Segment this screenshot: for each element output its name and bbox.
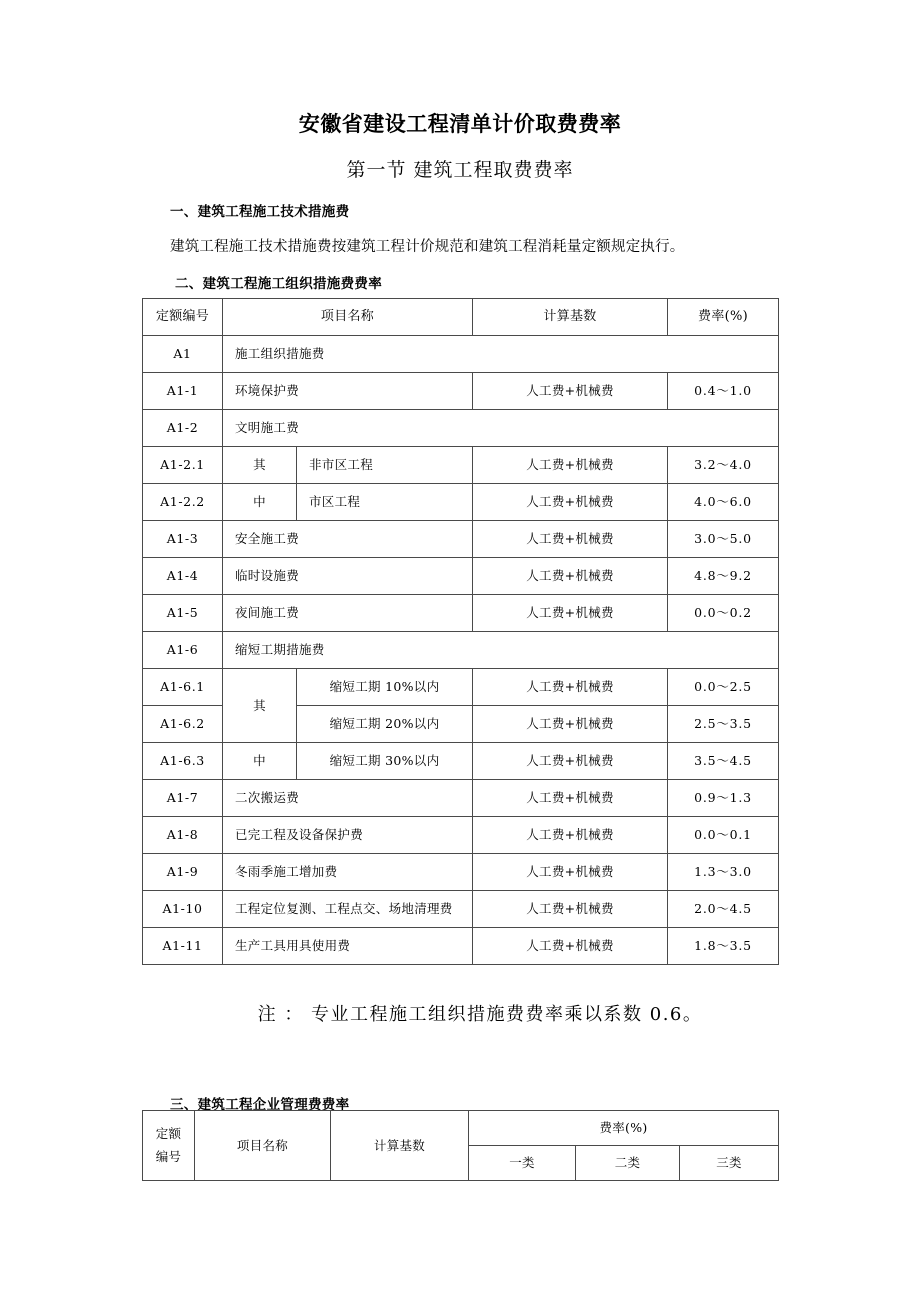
paragraph-technical-measures: 建筑工程施工技术措施费按建筑工程计价规范和建筑工程消耗量定额规定执行。 xyxy=(170,239,685,255)
cell-name: 临时设施费 xyxy=(223,558,473,595)
table-row xyxy=(143,891,779,928)
cell-rate: 3.0～5.0 xyxy=(668,521,779,558)
cell-name: 环境保护费 xyxy=(223,373,473,410)
cell-code: A1-11 xyxy=(143,928,223,965)
cell-base: 人工费+机械费 xyxy=(473,484,668,521)
cell-rate: 0.0～0.1 xyxy=(668,817,779,854)
cell-code: A1-5 xyxy=(143,595,223,632)
cell-rate: 0.4～1.0 xyxy=(668,373,779,410)
cell-code: A1-2.2 xyxy=(143,484,223,521)
cell-rate: 4.8～9.2 xyxy=(668,558,779,595)
cell-code: A1-7 xyxy=(143,780,223,817)
cell-group-label-zhong: 中 xyxy=(223,484,297,521)
cell-name: 夜间施工费 xyxy=(223,595,473,632)
column-header-code-line1: 定额 xyxy=(155,1126,182,1141)
cell-rate: 1.8～3.5 xyxy=(668,928,779,965)
table-row xyxy=(143,780,779,817)
cell-code: A1-6.2 xyxy=(143,706,223,743)
table-header-row xyxy=(143,1111,779,1146)
table-header-row xyxy=(143,299,779,336)
cell-code: A1-1 xyxy=(143,373,223,410)
cell-name: 缩短工期 10%以内 xyxy=(297,669,473,706)
cell-code: A1-6.3 xyxy=(143,743,223,780)
column-header-code-line2: 编号 xyxy=(155,1148,182,1164)
table-row xyxy=(143,521,779,558)
table-row xyxy=(143,558,779,595)
cell-rate: 0.0～0.2 xyxy=(668,595,779,632)
column-header-class-2: 二类 xyxy=(576,1146,680,1181)
cell-base: 人工费+机械费 xyxy=(473,854,668,891)
cell-base: 人工费+机械费 xyxy=(473,558,668,595)
section-title: 第一节 建筑工程取费费率 xyxy=(346,159,574,181)
cell-name: 生产工具用具使用费 xyxy=(223,928,473,965)
cell-rate: 0.9～1.3 xyxy=(668,780,779,817)
heading-technical-measures: 一、建筑工程施工技术措施费 xyxy=(170,204,350,220)
cell-rate: 2.5～3.5 xyxy=(668,706,779,743)
cell-name: 二次搬运费 xyxy=(223,780,473,817)
cell-base: 人工费+机械费 xyxy=(473,595,668,632)
cell-base: 人工费+机械费 xyxy=(473,928,668,965)
cell-base: 人工费+机械费 xyxy=(473,780,668,817)
cell-base: 人工费+机械费 xyxy=(473,817,668,854)
column-header-base: 计算基数 xyxy=(331,1111,469,1181)
cell-name: 工程定位复测、工程点交、场地清理费 xyxy=(223,891,473,928)
cell-base: 人工费+机械费 xyxy=(473,669,668,706)
cell-rate: 3.5～4.5 xyxy=(668,743,779,780)
cell-code: A1-6 xyxy=(143,632,223,669)
table-row xyxy=(143,817,779,854)
cell-code: A1-4 xyxy=(143,558,223,595)
cell-code: A1-3 xyxy=(143,521,223,558)
cell-code: A1-2.1 xyxy=(143,447,223,484)
table-row xyxy=(143,484,779,521)
cell-base: 人工费+机械费 xyxy=(473,373,668,410)
column-header-code xyxy=(143,1111,195,1181)
cell-name: 缩短工期 30%以内 xyxy=(297,743,473,780)
cell-name: 市区工程 xyxy=(297,484,473,521)
cell-name: 缩短工期 20%以内 xyxy=(297,706,473,743)
cell-name: 文明施工费 xyxy=(223,410,779,447)
cell-name: 已完工程及设备保护费 xyxy=(223,817,473,854)
table-row xyxy=(143,410,779,447)
table-row xyxy=(143,669,779,706)
cell-group-label-qi: 其 xyxy=(223,447,297,484)
cell-code: A1-2 xyxy=(143,410,223,447)
cell-base: 人工费+机械费 xyxy=(473,447,668,484)
cell-name: 安全施工费 xyxy=(223,521,473,558)
cell-rate: 4.0～6.0 xyxy=(668,484,779,521)
column-header-code: 定额编号 xyxy=(143,299,223,336)
cell-base: 人工费+机械费 xyxy=(473,891,668,928)
cell-code: A1-9 xyxy=(143,854,223,891)
cell-code: A1-10 xyxy=(143,891,223,928)
heading-enterprise-management: 三、建筑工程企业管理费费率 xyxy=(170,1097,350,1113)
cell-base: 人工费+机械费 xyxy=(473,521,668,558)
cell-base: 人工费+机械费 xyxy=(473,743,668,780)
cell-code: A1-6.1 xyxy=(143,669,223,706)
column-header-name: 项目名称 xyxy=(195,1111,331,1181)
table-row xyxy=(143,632,779,669)
cell-name: 冬雨季施工增加费 xyxy=(223,854,473,891)
cell-code: A1-8 xyxy=(143,817,223,854)
column-header-base: 计算基数 xyxy=(473,299,668,336)
table-row xyxy=(143,373,779,410)
column-header-rate: 费率(%) xyxy=(668,299,779,336)
column-header-rate-group: 费率(%) xyxy=(469,1111,779,1146)
column-header-class-3: 三类 xyxy=(680,1146,779,1181)
cell-name: 缩短工期措施费 xyxy=(223,632,779,669)
column-header-class-1: 一类 xyxy=(469,1146,576,1181)
cell-rate: 0.0～2.5 xyxy=(668,669,779,706)
cell-rate: 3.2～4.0 xyxy=(668,447,779,484)
table-row xyxy=(143,595,779,632)
cell-name: 施工组织措施费 xyxy=(223,336,779,373)
page-title: 安徽省建设工程清单计价取费费率 xyxy=(298,112,622,136)
heading-organization-measures: 二、建筑工程施工组织措施费费率 xyxy=(175,276,382,292)
column-header-name: 项目名称 xyxy=(223,299,473,336)
organization-measures-table xyxy=(142,298,779,965)
cell-base: 人工费+机械费 xyxy=(473,706,668,743)
table-row xyxy=(143,447,779,484)
cell-rate: 1.3～3.0 xyxy=(668,854,779,891)
cell-name: 非市区工程 xyxy=(297,447,473,484)
table-row xyxy=(143,743,779,780)
cell-group-label-zhong: 中 xyxy=(223,743,297,780)
cell-code: A1 xyxy=(143,336,223,373)
table-row xyxy=(143,854,779,891)
cell-group-label-qi: 其 xyxy=(223,669,297,743)
table-row xyxy=(143,336,779,373)
table-row xyxy=(143,928,779,965)
enterprise-management-table xyxy=(142,1110,779,1181)
cell-rate: 2.0～4.5 xyxy=(668,891,779,928)
table-note: 注 ： 专业工程施工组织措施费费率乘以系数 0.6。 xyxy=(257,1004,703,1025)
